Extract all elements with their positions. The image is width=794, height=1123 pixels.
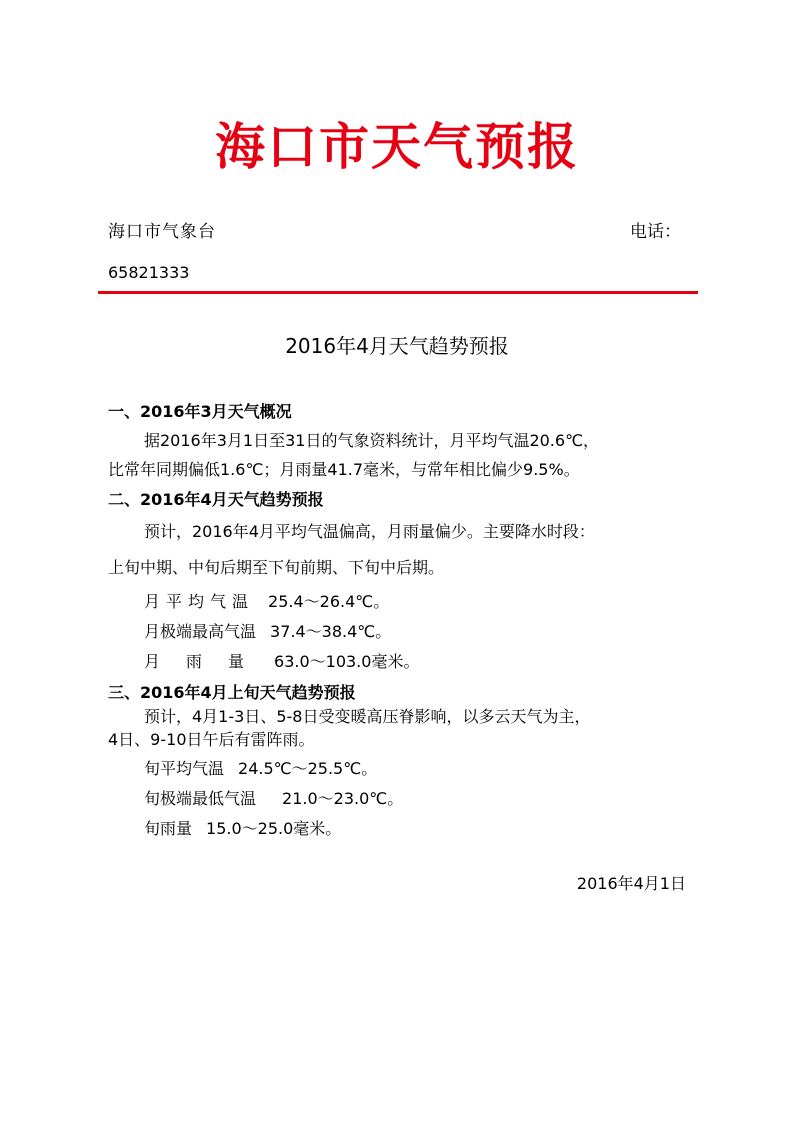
metric-value: 15.0～25.0毫米。 (206, 819, 342, 838)
metric-label: 旬平均气温 (144, 759, 225, 778)
header-divider (98, 291, 698, 294)
document-date: 2016年4月1日 (576, 874, 686, 893)
dekad-min-temp-row (144, 787, 403, 811)
metric-label: 旬雨量 (144, 819, 193, 838)
dekad-avg-temp-row (144, 757, 377, 781)
section-3-paragraph-line-1: 预计，4月1-3日、5-8日受变暖高压脊影响，以多云天气为主， (144, 707, 591, 726)
section-3-heading: 三、2016年4月上旬天气趋势预报 (108, 683, 356, 702)
section-2-paragraph-line-2: 上旬中期、中旬后期至下旬前期、下旬中后期。 (108, 558, 445, 577)
metric-value: 37.4～38.4℃。 (270, 622, 392, 641)
metric-value: 63.0～103.0毫米。 (274, 652, 420, 671)
monthly-max-temp-row (144, 620, 391, 644)
section-2-heading: 二、2016年4月天气趋势预报 (108, 490, 324, 509)
document-title: 2016年4月天气趋势预报 (285, 334, 509, 358)
section-1-heading: 一、2016年3月天气概况 (108, 402, 292, 421)
page-title: 海口市天气预报 (215, 118, 579, 176)
metric-value: 21.0～23.0℃。 (282, 789, 404, 808)
phone-number: 65821333 (108, 263, 190, 282)
metric-value: 25.4～26.4℃。 (268, 592, 390, 611)
section-2-paragraph-line-1: 预计，2016年4月平均气温偏高，月雨量偏少。主要降水时段： (144, 522, 595, 541)
section-3-paragraph-line-2: 4日、9-10日午后有雷阵雨。 (108, 730, 315, 749)
metric-label: 月雨量 (144, 652, 271, 671)
metric-label: 旬极端最低气温 (144, 789, 257, 808)
metric-label: 月极端最高气温 (144, 622, 257, 641)
monthly-avg-temp-row (144, 590, 389, 614)
metric-value: 24.5℃～25.5℃。 (238, 759, 378, 778)
metric-label: 月平均气温 (144, 592, 255, 611)
organization-name: 海口市气象台 (108, 222, 216, 242)
section-1-paragraph-line-2: 比常年同期偏低1.6℃；月雨量41.7毫米，与常年相比偏少9.5%。 (108, 460, 580, 479)
monthly-rainfall-row (144, 650, 419, 674)
section-1-paragraph-line-1: 据2016年3月1日至31日的气象资料统计，月平均气温20.6℃， (144, 431, 600, 450)
dekad-rainfall-row (144, 817, 341, 841)
phone-label: 电话： (630, 222, 681, 242)
